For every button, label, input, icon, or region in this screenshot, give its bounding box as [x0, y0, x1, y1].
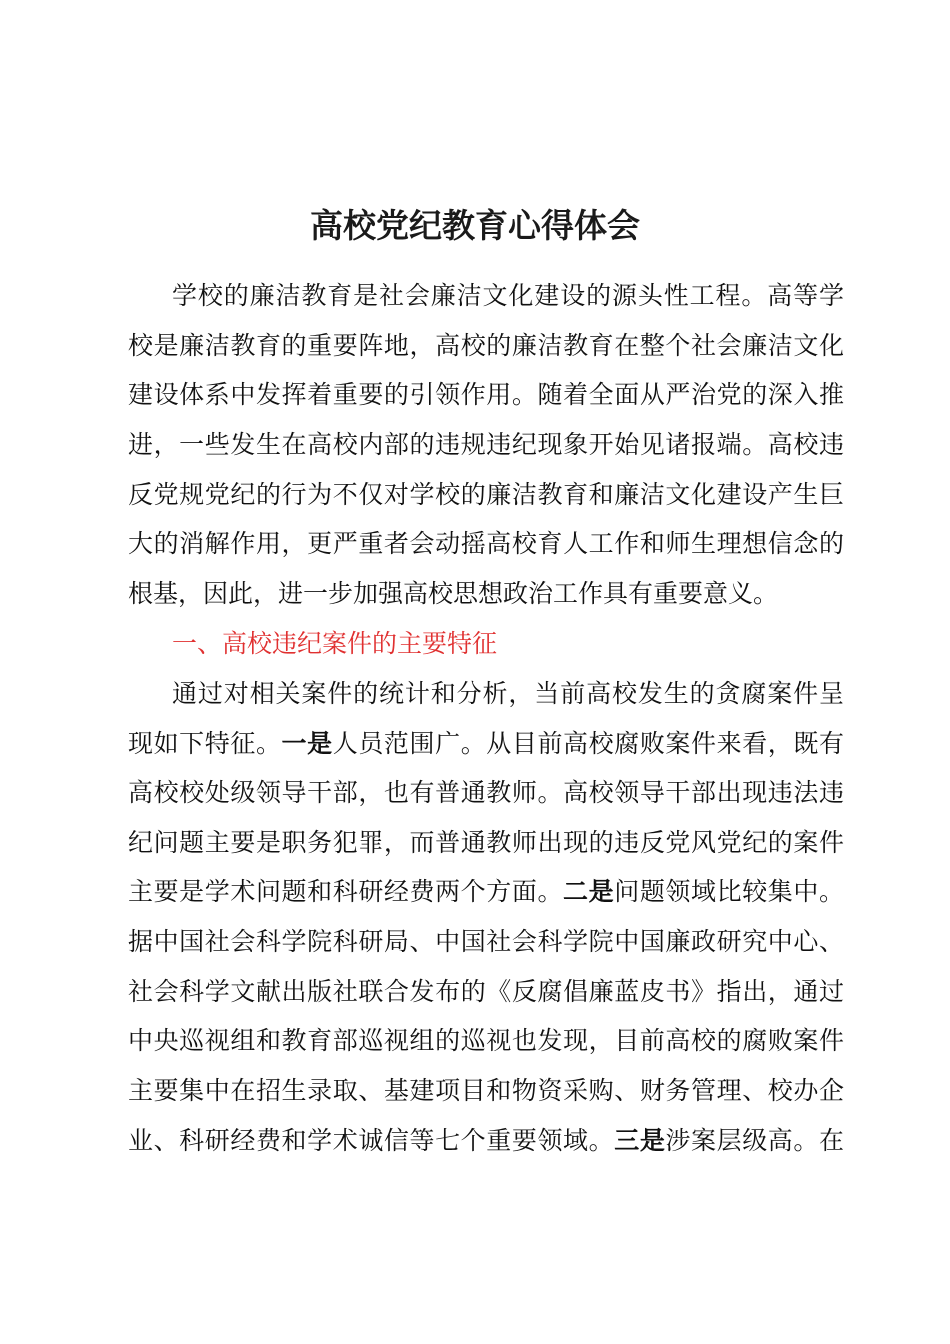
text-run: 主要是学术问题和科研经费两个方面。 [128, 877, 564, 906]
paragraph-2-line: 中央巡视组和教育部巡视组的巡视也发现，目前高校的腐败案件 [128, 1026, 844, 1055]
paragraph-2-line [128, 872, 844, 912]
paragraph-2-line: 高校校处级领导干部，也有普通教师。高校领导干部出现违法违 [128, 778, 844, 807]
paragraph-1-line: 大的消解作用，更严重者会动摇高校育人工作和师生理想信念的 [128, 529, 844, 558]
paragraph-1-line: 反党规党纪的行为不仅对学校的廉洁教育和廉洁文化建设产生巨 [128, 480, 844, 509]
paragraph-1-line: 建设体系中发挥着重要的引领作用。随着全面从严治党的深入推 [128, 380, 844, 409]
paragraph-2-line [128, 724, 844, 764]
paragraph-1-line: 进，一些发生在高校内部的违规违纪现象开始见诸报端。高校违 [128, 430, 844, 459]
text-run: 现如下特征。 [128, 729, 282, 758]
bold-marker: 二是 [563, 877, 615, 906]
paragraph-2-line: 社会科学文献出版社联合发布的《反腐倡廉蓝皮书》指出，通过 [128, 977, 844, 1006]
paragraph-2-line: 主要集中在招生录取、基建项目和物资采购、财务管理、校办企 [128, 1076, 844, 1105]
paragraph-2-line: 通过对相关案件的统计和分析，当前高校发生的贪腐案件呈 [172, 679, 844, 708]
text-run: 问题领域比较集中。 [614, 877, 844, 906]
section-heading: 一、高校违纪案件的主要特征 [172, 629, 498, 658]
page-title: 高校党纪教育心得体会 [310, 206, 640, 245]
paragraph-2-line [128, 1121, 844, 1161]
bold-marker: 一是 [281, 729, 333, 758]
paragraph-1-line: 根基，因此，进一步加强高校思想政治工作具有重要意义。 [128, 579, 779, 608]
text-run: 涉案层级高。在 [665, 1126, 844, 1155]
text-run: 人员范围广。从目前高校腐败案件来看，既有 [332, 729, 844, 758]
text-run: 业、科研经费和学术诚信等七个重要领域。 [128, 1126, 615, 1155]
bold-marker: 三是 [614, 1126, 666, 1155]
paragraph-1-line: 校是廉洁教育的重要阵地，高校的廉洁教育在整个社会廉洁文化 [128, 331, 844, 360]
paragraph-2-line: 据中国社会科学院科研局、中国社会科学院中国廉政研究中心、 [128, 927, 844, 956]
paragraph-2-line: 纪问题主要是职务犯罪，而普通教师出现的违反党风党纪的案件 [128, 828, 844, 857]
paragraph-1-line: 学校的廉洁教育是社会廉洁文化建设的源头性工程。高等学 [172, 281, 844, 310]
